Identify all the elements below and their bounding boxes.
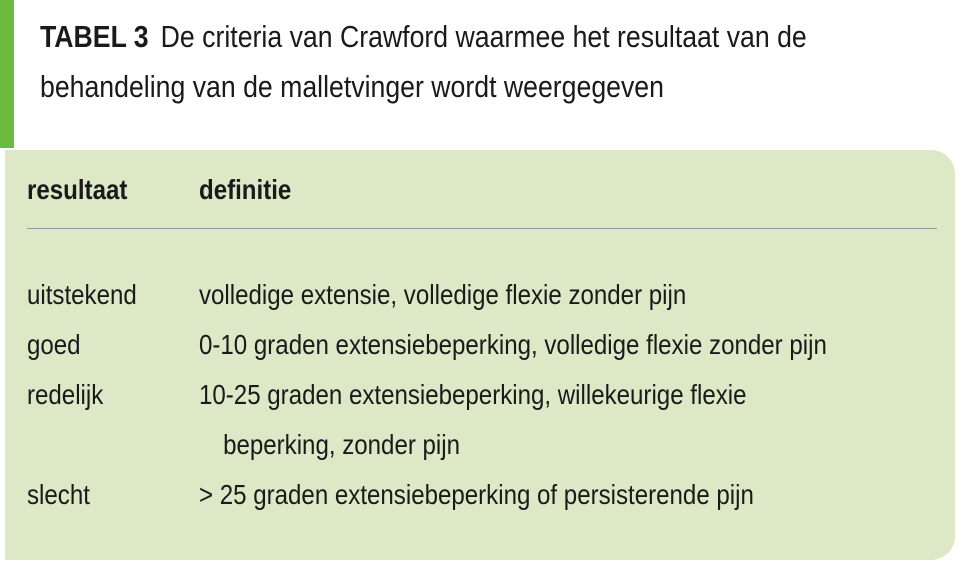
accent-bar [0,0,14,148]
result-cell: goed [27,329,81,360]
definition-continuation: beperking, zonder pijn [223,429,461,460]
result-cell: uitstekend [27,279,137,310]
definition-cell: volledige extensie, volledige flexie zonder pijn [199,279,687,310]
header-result: resultaat [27,174,128,205]
criteria-table [5,150,955,560]
result-cell: slecht [27,479,90,510]
definition-cell [199,370,939,470]
table-number-label: TABEL 3 [40,19,149,54]
result-cell: redelijk [27,379,104,410]
table-caption [40,12,814,112]
definition-cell: > 25 graden extensiebeperking of persisterende pijn [199,479,754,510]
header-divider [27,228,937,229]
header-definition: definitie [199,174,292,205]
definition-cell: 0-10 graden extensiebeperking, volledige flexie zonder pijn [199,329,827,360]
definition-text: 10-25 graden extensiebeperking, willekeurige flexie [199,379,747,410]
table-title: De criteria van Crawford waarmee het resultaat van de behandeling van de malletvinger wordt weergegeven [40,19,807,104]
